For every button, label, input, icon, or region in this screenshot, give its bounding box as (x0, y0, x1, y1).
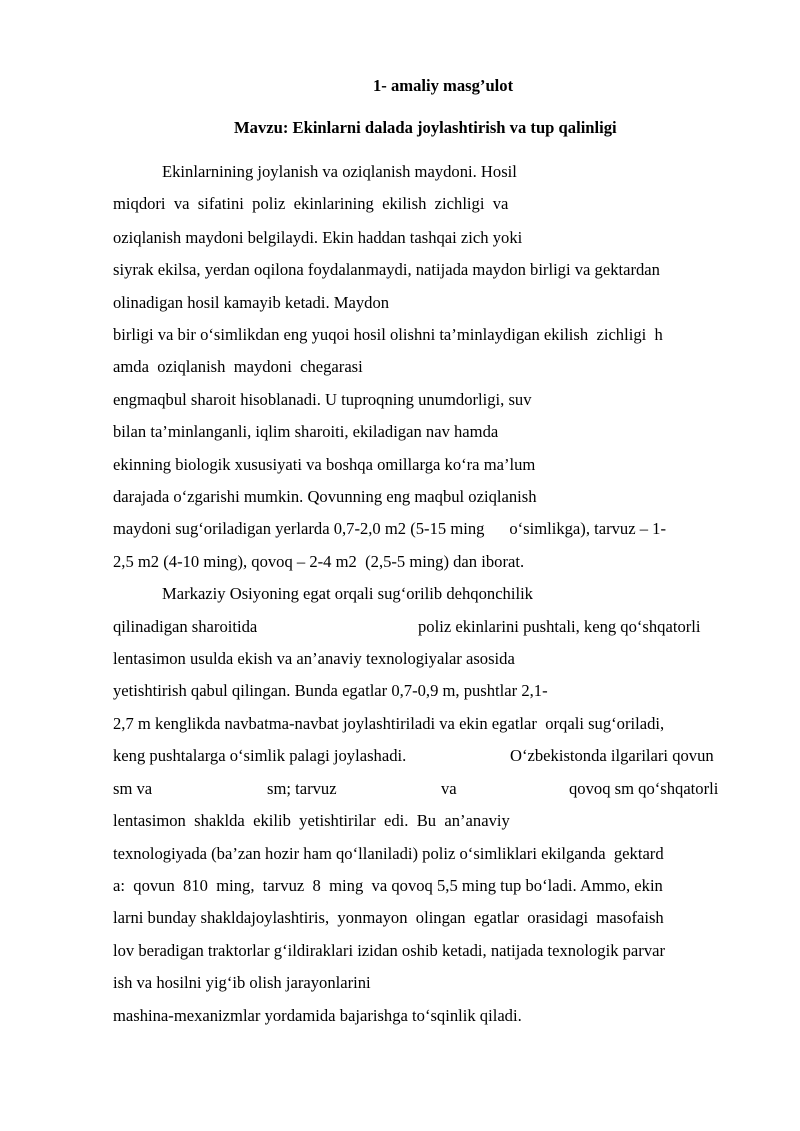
text-line: olinadigan hosil kamayib ketadi. Maydon (113, 293, 390, 312)
text-line: maydoni sug‘oriladigan yerlarda 0,7-2,0 m2 (5-15 ming o‘simlikga), tarvuz – 1- (113, 519, 666, 538)
text-line: miqdori va sifatini poliz ekinlarining ekilish zichligi va (113, 194, 509, 213)
text-line: larni bunday shakldajoylashtiris, yonmayon olingan egatlar orasidagi masofaish (113, 908, 664, 927)
text-line: bilan ta’minlanganli, iqlim sharoiti, ekiladigan nav hamda (113, 422, 499, 441)
text-line: oziqlanish maydoni belgilaydi. Ekin haddan tashqai zich yoki (113, 228, 523, 247)
text-line: birligi va bir o‘simlikdan eng yuqoi hosil olishni ta’minlaydigan ekilish zichligi h (113, 325, 663, 344)
text-segment: sm va (113, 779, 153, 798)
text-line: mashina-mexanizmlar yordamida bajarishga to‘sqinlik qiladi. (113, 1006, 522, 1025)
text-segment: qovoq sm qo‘shqatorli (569, 779, 719, 798)
text-line: lentasimon usulda ekish va an’anaviy texnologiyalar asosida (113, 649, 515, 668)
page-title: 1- amaliy masg’ulot (373, 76, 514, 95)
text-segment: O‘zbekistonda ilgarilari qovun (510, 746, 714, 765)
text-segment: qilinadigan sharoitida (113, 617, 258, 636)
text-segment: va (441, 779, 457, 798)
text-segment: sm; tarvuz (267, 779, 337, 798)
text-line: ekinning biologik xususiyati va boshqa omillarga ko‘ra ma’lum (113, 455, 536, 474)
text-line: a: qovun 810 ming, tarvuz 8 ming va qovoq 5,5 ming tup bo‘ladi. Ammo, ekin (113, 876, 663, 895)
text-line: texnologiyada (ba’zan hozir ham qo‘llaniladi) poliz o‘simliklari ekilganda gektard (113, 844, 664, 863)
text-line: darajada o‘zgarishi mumkin. Qovunning eng maqbul oziqlanish (113, 487, 537, 506)
text-line: amda oziqlanish maydoni chegarasi (113, 357, 363, 376)
text-line: lov beradigan traktorlar g‘ildiraklari izidan oshib ketadi, natijada texnologik parvar (113, 941, 666, 960)
text-line: Ekinlarnining joylanish va oziqlanish maydoni. Hosil (162, 162, 517, 181)
text-line: lentasimon shaklda ekilib yetishtirilar edi. Bu an’anaviy (113, 811, 510, 830)
page-subtitle: Mavzu: Ekinlarni dalada joylashtirish va tup qalinligi (234, 118, 617, 137)
text-line: 2,5 m2 (4-10 ming), qovoq – 2-4 m2 (2,5-5 ming) dan iborat. (113, 552, 525, 571)
text-line: Markaziy Osiyoning egat orqali sug‘orilib dehqonchilik (162, 584, 533, 603)
text-line: engmaqbul sharoit hisoblanadi. U tuproqning unumdorligi, suv (113, 390, 532, 409)
text-line: yetishtirish qabul qilingan. Bunda egatlar 0,7-0,9 m, pushtlar 2,1- (113, 681, 548, 700)
text-line: 2,7 m kenglikda navbatma-navbat joylashtiriladi va ekin egatlar orqali sug‘oriladi, (113, 714, 665, 733)
text-line: siyrak ekilsa, yerdan oqilona foydalanmaydi, natijada maydon birligi va gektardan (113, 260, 660, 279)
text-line: ish va hosilni yig‘ib olish jarayonlarini (113, 973, 371, 992)
text-segment: keng pushtalarga o‘simlik palagi joylashadi. (113, 746, 407, 765)
text-segment: poliz ekinlarini pushtali, keng qo‘shqatorli (418, 617, 701, 636)
